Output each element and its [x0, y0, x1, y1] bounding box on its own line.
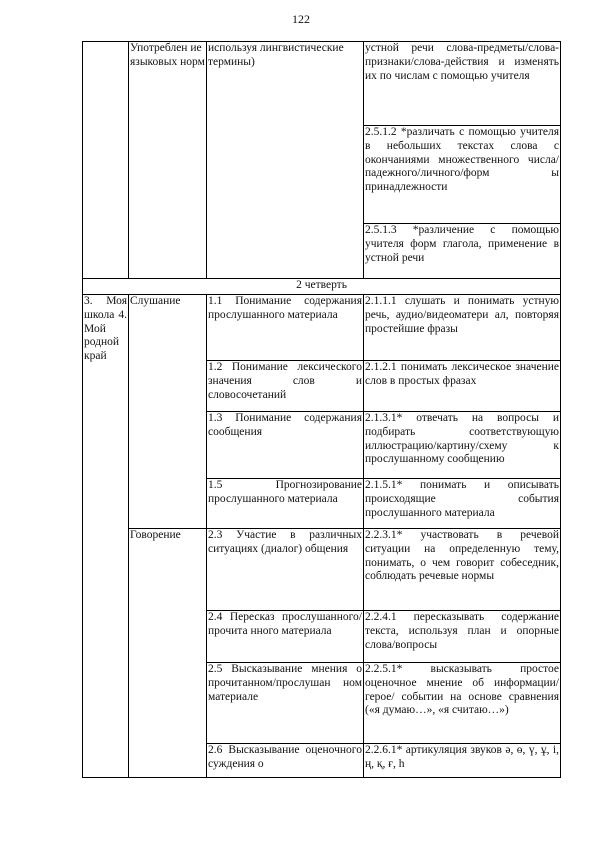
quarter-heading-row	[83, 279, 561, 295]
quarter-heading: 2 четверть	[83, 279, 561, 295]
curriculum-table	[82, 41, 561, 778]
topic-cell: 2.5 Высказывание мнения о прочитанном/прослушан ном материале	[207, 663, 364, 744]
table-row	[83, 295, 561, 361]
skill-cell: Говорение	[129, 529, 207, 778]
skill-cell: Употреблен ие языковых норм	[129, 42, 207, 279]
section-cell-empty	[83, 42, 129, 279]
topic-cell: 2.6 Высказывание оценочного суждения о	[207, 744, 364, 778]
outcome-cell: 2.1.5.1* понимать и описывать происходящие события прослушанного материала	[364, 479, 561, 529]
topic-cell: 1.1 Понимание содержания прослушанного материала	[207, 295, 364, 361]
topic-cell: 1.2 Понимание лексического значения слов и словосочетаний	[207, 361, 364, 412]
topic-cell: 2.3 Участие в различных ситуациях (диалог) общения	[207, 529, 364, 611]
topic-cell: 1.5 Прогнозирование прослушанного материала	[207, 479, 364, 529]
outcome-cell: 2.5.1.3 *различение с помощью учителя форм глагола, применение в устной речи	[364, 224, 561, 279]
page-number: 122	[292, 12, 310, 26]
outcome-cell: 2.2.6.1* артикуляция звуков ә, ө, ү, ұ, і, ң, қ, ғ, һ	[364, 744, 561, 778]
outcome-cell: 2.2.3.1* участвовать в речевой ситуации на определенную тему, понимать, о чем говорит собеседник, соблюдать речевые нормы	[364, 529, 561, 611]
table-row	[83, 529, 561, 611]
outcome-cell: 2.2.4.1 пересказывать содержание текста, используя план и опорные слова/вопросы	[364, 611, 561, 663]
skill-cell: Слушание	[129, 295, 207, 529]
outcome-cell: 2.1.1.1 слушать и понимать устную речь, аудио/видеоматери ал, повторяя простейшие фразы	[364, 295, 561, 361]
outcome-cell: устной речи слова-предметы/слова-признаки/слова-действия и изменять их по числам с помощью учителя	[364, 42, 561, 126]
outcome-cell: 2.2.5.1* высказывать простое оценочное мнение об информации/герое/ событии на основе сравнения («я думаю…», «я считаю…»)	[364, 663, 561, 744]
table-row	[83, 42, 561, 126]
outcome-cell: 2.1.3.1* отвечать на вопросы и подбирать соответствующую иллюстрацию/картину/схему к прослушанному сообщению	[364, 412, 561, 479]
outcome-cell: 2.5.1.2 *различать с помощью учителя в небольших текстах слова с окончаниями множественного числа/падежного/личного/форм ы принадлежности	[364, 126, 561, 224]
topic-cell: 1.3 Понимание содержания сообщения	[207, 412, 364, 479]
topic-cell: используя лингвистические термины)	[207, 42, 364, 279]
outcome-cell: 2.1.2.1 понимать лексическое значение слов в простых фразах	[364, 361, 561, 412]
section-cell: 3. Моя школа 4. Мой родной край	[83, 295, 129, 778]
topic-cell: 2.4 Пересказ прослушанного/прочита нного материала	[207, 611, 364, 663]
